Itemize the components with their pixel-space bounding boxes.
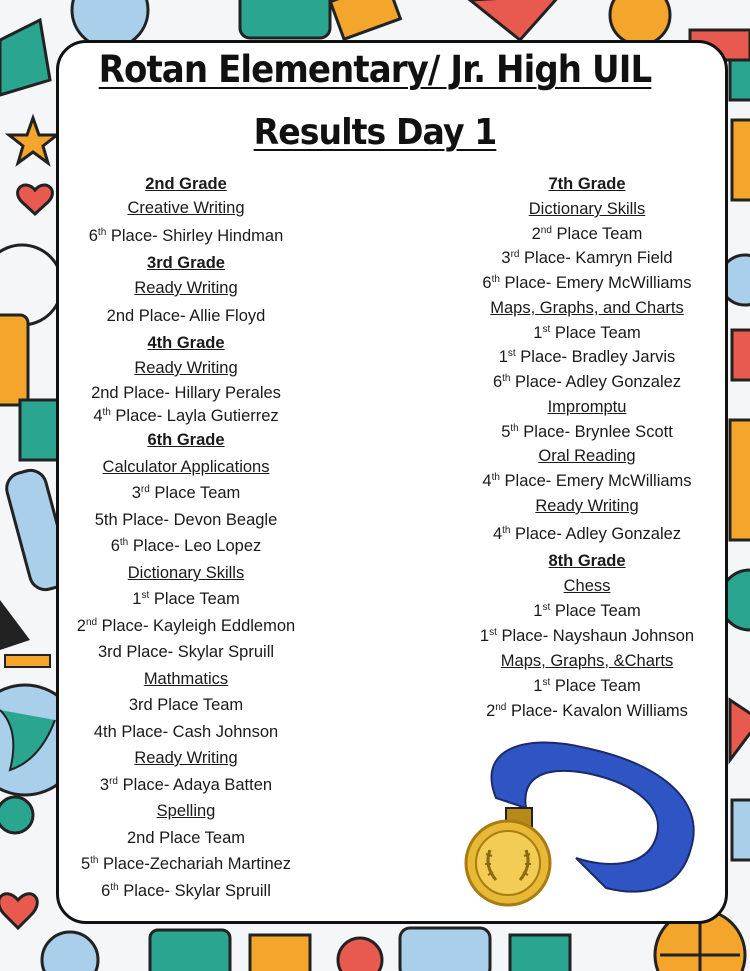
placement-line bbox=[58, 480, 314, 507]
place-text: Place- Leo Lopez bbox=[128, 537, 262, 555]
ordinal-suffix: th bbox=[510, 423, 519, 434]
ordinal-suffix: nd bbox=[540, 225, 552, 236]
place-number: 4 bbox=[93, 407, 103, 425]
placement-line bbox=[458, 271, 716, 296]
ordinal-suffix: th bbox=[97, 227, 107, 238]
place-text: Place- Adley Gonzalez bbox=[510, 525, 682, 543]
placement-line bbox=[458, 599, 716, 624]
ordinal-suffix: st bbox=[542, 677, 551, 688]
ordinal-suffix: st bbox=[542, 324, 551, 335]
place-number: 4 bbox=[482, 472, 492, 490]
place-text: Place Team bbox=[149, 590, 240, 608]
placement-line bbox=[58, 406, 314, 427]
place-text: Place- Bradley Jarvis bbox=[515, 348, 676, 366]
place-number: 5 bbox=[80, 855, 91, 873]
placement-line bbox=[58, 533, 314, 560]
right-results-column bbox=[458, 172, 716, 724]
place-text: Place- Layla Gutierrez bbox=[110, 407, 279, 425]
placement-line bbox=[58, 221, 314, 251]
place-number: 6 bbox=[110, 537, 120, 555]
place-text: Place- Brynlee Scott bbox=[518, 423, 673, 441]
place-text: Place- Kayleigh Eddlemon bbox=[97, 617, 296, 635]
ordinal-suffix: rd bbox=[140, 484, 150, 495]
place-number: 1 bbox=[533, 602, 543, 620]
placement-line: 5th Place- Devon Beagle bbox=[94, 511, 278, 529]
ordinal-suffix: nd bbox=[495, 702, 507, 713]
place-text: Place- Nayshaun Johnson bbox=[496, 627, 695, 645]
place-text: Place Team bbox=[550, 677, 641, 695]
place-number: 4 bbox=[492, 525, 503, 543]
place-text: Place- Skylar Spruill bbox=[118, 882, 271, 900]
place-text: Place- Adaya Batten bbox=[117, 776, 273, 794]
place-number: 6 bbox=[88, 227, 98, 245]
place-number: 6 bbox=[482, 274, 492, 292]
grade-heading: 7th Grade bbox=[548, 175, 626, 193]
grade-heading: 8th Grade bbox=[548, 552, 626, 570]
place-number: 2 bbox=[76, 617, 86, 635]
event-name: Maps, Graphs, &Charts bbox=[500, 652, 674, 670]
ordinal-suffix: nd bbox=[85, 617, 98, 628]
page-subtitle: Results Day 1 bbox=[253, 112, 497, 153]
ordinal-suffix: th bbox=[90, 855, 99, 866]
placement-line: 3rd Place- Skylar Spruill bbox=[97, 643, 275, 661]
event-name: Ready Writing bbox=[134, 279, 238, 297]
event-name: Ready Writing bbox=[134, 359, 238, 377]
ordinal-suffix: th bbox=[491, 472, 500, 483]
grade-heading: 4th Grade bbox=[147, 334, 225, 352]
place-number: 6 bbox=[101, 882, 111, 900]
ordinal-suffix: st bbox=[507, 348, 516, 359]
ordinal-suffix: st bbox=[141, 590, 150, 601]
page-title: Rotan Elementary/ Jr. High UIL bbox=[98, 48, 652, 91]
event-name: Chess bbox=[563, 577, 611, 595]
ordinal-suffix: rd bbox=[109, 776, 118, 787]
placement-line bbox=[458, 624, 716, 649]
placement-line bbox=[58, 586, 314, 613]
placement-line: 2nd Place Team bbox=[126, 829, 246, 847]
placement-line bbox=[458, 519, 716, 549]
place-number: 5 bbox=[501, 423, 511, 441]
place-number: 2 bbox=[486, 702, 496, 720]
event-name: Oral Reading bbox=[538, 447, 636, 465]
place-text: Place- Emery McWilliams bbox=[499, 472, 692, 490]
ordinal-suffix: st bbox=[489, 627, 497, 638]
placement-line bbox=[58, 851, 314, 878]
place-text: Place- Shirley Hindman bbox=[106, 227, 284, 245]
placement-line bbox=[458, 370, 716, 395]
placement-line bbox=[458, 699, 716, 724]
event-name: Impromptu bbox=[547, 398, 627, 416]
event-name: Ready Writing bbox=[535, 497, 639, 515]
grade-heading: 3rd Grade bbox=[147, 254, 225, 272]
placement-line bbox=[458, 345, 716, 370]
placement-line bbox=[458, 321, 716, 345]
placement-line bbox=[458, 469, 716, 494]
place-number: 6 bbox=[492, 373, 503, 391]
place-text: Place Team bbox=[551, 225, 643, 243]
place-number: 1 bbox=[132, 590, 142, 608]
placement-line bbox=[458, 222, 716, 246]
event-name: Maps, Graphs, and Charts bbox=[490, 299, 684, 317]
gold-medal-icon bbox=[456, 738, 706, 913]
place-number: 1 bbox=[533, 677, 543, 695]
ordinal-suffix: th bbox=[502, 373, 511, 384]
ordinal-suffix: th bbox=[119, 537, 129, 548]
place-number: 1 bbox=[533, 324, 543, 342]
grade-heading: 6th Grade bbox=[147, 431, 225, 449]
placement-line: 3rd Place Team bbox=[128, 696, 244, 714]
event-name: Creative Writing bbox=[127, 199, 245, 217]
place-text: Place- Kamryn Field bbox=[519, 249, 673, 267]
place-number: 2 bbox=[531, 225, 541, 243]
placement-line bbox=[458, 674, 716, 699]
event-name: Mathmatics bbox=[143, 670, 229, 688]
ordinal-suffix: th bbox=[102, 407, 111, 418]
place-number: 1 bbox=[479, 627, 490, 645]
place-text: Place- Kavalon Williams bbox=[506, 702, 688, 720]
place-text: Place Team bbox=[550, 602, 641, 620]
placement-line bbox=[58, 772, 314, 798]
place-text: Place- Adley Gonzalez bbox=[510, 373, 682, 391]
placement-line bbox=[58, 878, 314, 904]
placement-line bbox=[458, 246, 716, 271]
place-number: 3 bbox=[501, 249, 511, 267]
ordinal-suffix: th bbox=[110, 882, 119, 893]
place-number: 1 bbox=[498, 348, 508, 366]
grade-heading: 2nd Grade bbox=[145, 175, 227, 193]
placement-line bbox=[58, 613, 314, 639]
placement-line: 4th Place- Cash Johnson bbox=[93, 723, 279, 741]
place-text: Place- Emery McWilliams bbox=[499, 274, 692, 292]
place-text: Place Team bbox=[149, 484, 241, 502]
ordinal-suffix: rd bbox=[510, 249, 520, 260]
ordinal-suffix: st bbox=[542, 602, 551, 613]
placement-line bbox=[458, 420, 716, 444]
placement-line: 2nd Place- Hillary Perales bbox=[91, 384, 281, 402]
event-name: Dictionary Skills bbox=[127, 564, 245, 582]
event-name: Calculator Applications bbox=[102, 458, 270, 476]
left-results-column bbox=[58, 172, 314, 904]
event-name: Ready Writing bbox=[134, 749, 238, 767]
place-text: Place Team bbox=[550, 324, 641, 342]
event-name: Dictionary Skills bbox=[528, 200, 646, 218]
event-name: Spelling bbox=[156, 802, 216, 820]
ordinal-suffix: th bbox=[491, 274, 500, 285]
place-text: Place-Zechariah Martinez bbox=[98, 855, 292, 873]
place-number: 3 bbox=[99, 776, 110, 794]
place-number: 3 bbox=[131, 484, 141, 502]
ordinal-suffix: th bbox=[502, 525, 511, 536]
placement-line: 2nd Place- Allie Floyd bbox=[106, 307, 266, 325]
